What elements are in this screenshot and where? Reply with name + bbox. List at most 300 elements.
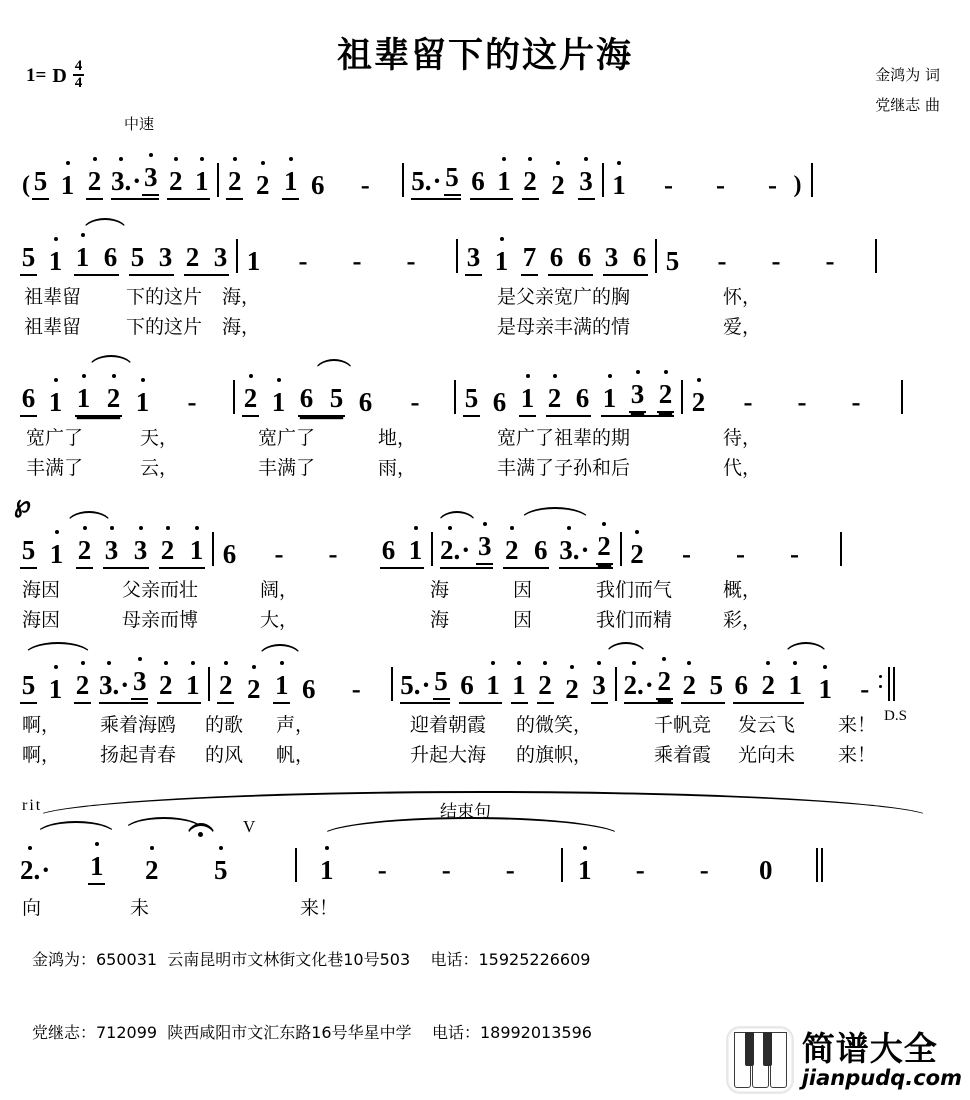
beam-group xyxy=(465,242,482,276)
beam-group xyxy=(591,670,608,704)
logo-text-cn: 简谱大全 xyxy=(801,1028,938,1068)
duration-dash: - xyxy=(768,170,778,200)
time-signature-numerator: 4 xyxy=(74,58,83,74)
lyric-segment: 的歌 xyxy=(205,714,244,736)
beam-group xyxy=(75,383,122,417)
beam-group xyxy=(86,166,103,200)
beam-group xyxy=(159,535,205,569)
beam-group xyxy=(99,666,148,704)
note: 2 xyxy=(160,535,175,565)
beam-group xyxy=(76,535,93,569)
note-row xyxy=(0,365,970,417)
note: 2 xyxy=(538,670,552,700)
lyric-segment: 海因 xyxy=(22,579,61,601)
duration-dash: - xyxy=(716,170,726,200)
beam-group xyxy=(74,242,119,276)
beam-group xyxy=(503,535,549,569)
beam-group xyxy=(559,531,612,569)
lyric-segment: 父亲而壮 xyxy=(122,579,199,601)
note: 6 xyxy=(103,242,118,272)
duration-dash: - xyxy=(187,387,197,417)
lyric-segment: 啊， xyxy=(22,714,61,736)
lyric-segment: 因 xyxy=(513,579,533,601)
note: 1 xyxy=(520,383,535,413)
duration-dash: - xyxy=(736,539,746,569)
lyric-segment: 代， xyxy=(723,457,762,479)
note: 5 xyxy=(21,242,36,272)
barline xyxy=(561,848,563,882)
note: 2 xyxy=(243,383,258,413)
beam-group xyxy=(548,242,593,276)
note: 2. · xyxy=(440,535,470,565)
beam-group xyxy=(459,670,502,704)
lyric-segment: 彩， xyxy=(723,609,762,631)
lyric-segment: 是母亲丰满的情 xyxy=(497,316,631,338)
lyric-segment: 海， xyxy=(222,316,261,338)
note: 2 xyxy=(630,539,644,569)
note: 1 xyxy=(195,166,209,196)
note: 5 xyxy=(329,383,344,413)
lyric-segment: 的微笑， xyxy=(516,714,593,736)
lyric-segment: 是父亲宽广的胸 xyxy=(497,286,631,308)
note: 2 xyxy=(145,855,159,885)
note: 6 xyxy=(460,670,474,700)
lyric-segment: 云， xyxy=(140,457,179,479)
beam-group xyxy=(103,535,149,569)
lyric-segment: 母亲而博 xyxy=(122,609,199,631)
note-row xyxy=(0,224,970,276)
note: 5. · xyxy=(411,166,441,196)
beam-group xyxy=(463,383,480,417)
lyric-segment: 天， xyxy=(140,427,179,449)
note: 2 xyxy=(247,674,261,704)
barline xyxy=(212,532,214,566)
note: 6 xyxy=(358,387,373,417)
note: 2 xyxy=(505,535,519,565)
duration-dash: - xyxy=(351,674,361,704)
phrase-arc xyxy=(32,791,934,819)
lyric-segment: 下的这片 xyxy=(126,316,203,338)
note-row xyxy=(0,652,970,704)
barline xyxy=(233,380,235,414)
lyricist-credit: 金鸿为 词 xyxy=(875,66,940,84)
note: 2. · xyxy=(624,670,654,700)
slur xyxy=(437,511,477,525)
lyric-segment: 未 xyxy=(130,897,150,919)
beam-group xyxy=(167,166,210,200)
note: 2 xyxy=(547,383,562,413)
note: 3 xyxy=(592,670,606,700)
note: 1 xyxy=(271,387,286,417)
duration-dash: - xyxy=(771,246,781,276)
note: 1 xyxy=(246,246,261,276)
note: 1 xyxy=(48,674,63,704)
note: 6 xyxy=(222,539,237,569)
tempo-marking: 中速 xyxy=(124,115,155,133)
logo-text xyxy=(801,1028,962,1090)
note: 6 xyxy=(21,383,36,413)
note: 5 xyxy=(21,670,36,700)
duration-dash: - xyxy=(797,387,807,417)
lyric-segment: 啊， xyxy=(22,744,61,766)
beam-group xyxy=(624,666,673,704)
lyric-segment: 祖辈留 xyxy=(24,286,82,308)
duration-dash: - xyxy=(505,855,515,885)
duration-dash: - xyxy=(635,855,645,885)
note: 3 xyxy=(104,535,119,565)
lyric-segment: 来！ xyxy=(838,714,877,736)
note: 3 xyxy=(158,242,173,272)
slur xyxy=(520,507,590,521)
piano-keys-icon xyxy=(726,1026,794,1094)
beam-group xyxy=(470,166,513,200)
note: 5 xyxy=(130,242,145,272)
note: 2 xyxy=(77,535,92,565)
barline xyxy=(655,239,657,273)
lyric-segment: 帆， xyxy=(276,744,315,766)
note: 6 xyxy=(299,383,314,413)
note: 2 xyxy=(228,166,242,196)
note: 2 xyxy=(256,170,270,200)
lyrics-verse-2 xyxy=(0,312,970,342)
lyric-segment: 扬起青春 xyxy=(100,744,177,766)
barline xyxy=(217,163,219,197)
logo-text-en: jianpudq.com xyxy=(801,1065,962,1090)
contact-line-lyricist: 金鸿为：650031 云南昆明市文林街文化巷10号503 电话：15925226609 xyxy=(32,950,591,969)
music-line-1 xyxy=(0,148,970,200)
note: 5 xyxy=(433,666,450,700)
lyric-segment: 我们而精 xyxy=(596,609,673,631)
lyrics-verse-2 xyxy=(0,453,970,483)
duration-dash: - xyxy=(328,539,338,569)
beam-group xyxy=(519,383,536,417)
music-line-3 xyxy=(0,365,970,483)
slur xyxy=(314,359,354,373)
lyrics-verse-1 xyxy=(0,575,970,605)
lyric-segment: 发云飞 xyxy=(738,714,796,736)
barline xyxy=(431,532,433,566)
lyric-segment: 宽广了 xyxy=(26,427,84,449)
beam-group xyxy=(511,670,528,704)
credits xyxy=(875,60,940,120)
duration-dash: - xyxy=(790,539,800,569)
note: 6 xyxy=(577,242,592,272)
note: 3 xyxy=(213,242,228,272)
lyric-segment: 海 xyxy=(430,579,450,601)
note-row xyxy=(0,517,970,569)
note: 2 xyxy=(169,166,183,196)
lyric-segment: 怀， xyxy=(723,286,762,308)
beam-group xyxy=(411,162,460,200)
duration-dash: - xyxy=(825,246,835,276)
barline xyxy=(620,532,622,566)
beam-group xyxy=(129,242,174,276)
note: 6 xyxy=(302,674,316,704)
lyric-segment: 的旗帜， xyxy=(516,744,593,766)
barline xyxy=(208,667,210,701)
note: 2 xyxy=(682,670,697,700)
note: 2 xyxy=(656,666,673,700)
duration-dash: - xyxy=(274,539,284,569)
barline xyxy=(875,239,877,273)
slur xyxy=(88,355,134,369)
note: 1 xyxy=(497,166,511,196)
beam-group xyxy=(111,162,159,200)
note: 6 xyxy=(575,383,590,413)
beam-group xyxy=(20,535,37,569)
note: 3 xyxy=(476,531,493,565)
note: 2 xyxy=(106,383,121,413)
note: 5 xyxy=(33,166,48,196)
beam-group xyxy=(400,666,449,704)
note: 7 xyxy=(522,242,537,272)
music-line-6 xyxy=(0,793,970,923)
note: 3 xyxy=(142,162,159,196)
beam-group xyxy=(20,383,37,417)
duration-dash: - xyxy=(860,674,870,704)
note: 6 xyxy=(632,242,647,272)
note: 5 xyxy=(214,855,228,885)
note: 5. · xyxy=(400,670,430,700)
beam-group xyxy=(242,383,259,417)
lyric-segment: 下的这片 xyxy=(126,286,203,308)
beam-group xyxy=(681,670,725,704)
note: 2 xyxy=(159,670,173,700)
ending-phrase-label: 结束句 xyxy=(440,802,491,822)
note: 3 xyxy=(604,242,619,272)
note: 2 xyxy=(219,670,233,700)
lyric-segment: 雨， xyxy=(378,457,417,479)
note: 1 xyxy=(486,670,500,700)
note: 0 xyxy=(759,855,773,885)
note-row xyxy=(0,833,970,885)
note: 1 xyxy=(76,383,91,413)
barline xyxy=(811,163,813,197)
note: 1 xyxy=(186,670,200,700)
slur xyxy=(82,218,128,232)
lyric-segment: 因 xyxy=(513,609,533,631)
beam-group xyxy=(578,166,595,200)
duration-dash: - xyxy=(360,170,370,200)
note: 1 xyxy=(75,242,90,272)
note: 6 xyxy=(734,670,749,700)
duration-dash: - xyxy=(298,246,308,276)
duration-dash: - xyxy=(851,387,861,417)
note: 1 xyxy=(48,387,63,417)
note: 1 xyxy=(90,851,104,881)
note: 6 xyxy=(381,535,396,565)
lyrics-verse-2 xyxy=(0,740,970,770)
final-barline xyxy=(816,848,818,882)
lyric-segment: 概， xyxy=(723,579,762,601)
segno-sign: ℘ xyxy=(14,489,31,518)
note-row xyxy=(0,148,970,200)
duration-dash: - xyxy=(717,246,727,276)
lyric-segment: 丰满了子孙和后 xyxy=(497,457,631,479)
music-line-2 xyxy=(0,224,970,342)
barline xyxy=(681,380,683,414)
note: 3. · xyxy=(99,670,129,700)
open-paren: ( xyxy=(22,172,30,198)
note: 2 xyxy=(657,379,674,413)
lyrics-verse-1 xyxy=(0,282,970,312)
slur xyxy=(258,644,302,658)
lyric-segment: 祖辈留 xyxy=(24,316,82,338)
note: 1 xyxy=(60,170,75,200)
note: 5 xyxy=(21,535,36,565)
lyric-segment: 乘着海鸥 xyxy=(100,714,177,736)
slur xyxy=(784,642,828,656)
note: 6 xyxy=(471,166,485,196)
note: 1 xyxy=(612,170,626,200)
note: 1 xyxy=(320,855,334,885)
barline xyxy=(391,667,393,701)
slur xyxy=(605,642,647,656)
lyric-segment: 来！ xyxy=(838,744,877,766)
note: 2. · xyxy=(20,855,50,885)
contact-line-composer: 党继志：712099 陕西咸阳市文汇东路16号华星中学 电话：18992013596 xyxy=(32,1023,592,1042)
lyric-segment: 向 xyxy=(22,897,42,919)
note: 2 xyxy=(523,166,537,196)
time-signature xyxy=(73,59,85,91)
lyric-segment: 待， xyxy=(723,427,762,449)
note: 3. · xyxy=(111,166,141,196)
close-paren: ) xyxy=(793,172,802,198)
lyric-segment: 阔， xyxy=(260,579,299,601)
lyrics-verse-1 xyxy=(0,893,970,923)
lyrics-verse-1 xyxy=(0,710,970,740)
lyric-segment: 海因 xyxy=(22,609,61,631)
beam-group xyxy=(522,166,539,200)
note: 1 xyxy=(408,535,423,565)
lyric-segment: 声， xyxy=(276,714,315,736)
key-value: D xyxy=(52,64,67,87)
note: 2 xyxy=(185,242,200,272)
duration-dash: - xyxy=(352,246,362,276)
beam-group xyxy=(217,670,234,704)
beam-group xyxy=(184,242,229,276)
duration-dash: - xyxy=(682,539,692,569)
lyric-segment: 乘着霞 xyxy=(654,744,712,766)
note: 3 xyxy=(131,666,148,700)
barline xyxy=(295,848,297,882)
barline xyxy=(840,532,842,566)
rit-marking: rit xyxy=(22,797,43,814)
note: 2 xyxy=(551,170,565,200)
key-signature xyxy=(26,60,84,92)
note: 3 xyxy=(629,379,646,413)
duration-dash: - xyxy=(664,170,674,200)
note: 6 xyxy=(492,387,507,417)
lyrics-verse-1 xyxy=(0,423,970,453)
note: 2 xyxy=(596,531,613,565)
duration-dash: - xyxy=(743,387,753,417)
beam-group xyxy=(273,670,290,704)
music-line-4 xyxy=(0,489,970,635)
note: 3. · xyxy=(559,535,589,565)
note: 1 xyxy=(602,383,617,413)
beam-group xyxy=(603,242,648,276)
ds-marking: D.S xyxy=(884,708,907,724)
duration-dash: - xyxy=(410,387,420,417)
beam-group xyxy=(733,670,804,704)
note: 1 xyxy=(788,670,803,700)
breath-mark: V xyxy=(243,817,256,836)
note: 1 xyxy=(48,246,63,276)
note: 2 xyxy=(761,670,776,700)
beam-group xyxy=(88,851,105,885)
note: 3 xyxy=(466,242,481,272)
duration-dash: - xyxy=(441,855,451,885)
barline xyxy=(456,239,458,273)
music-line-5 xyxy=(0,652,970,770)
lyric-segment: 我们而气 xyxy=(596,579,673,601)
barline xyxy=(236,239,238,273)
note: 5 xyxy=(665,246,680,276)
lyric-segment: 地， xyxy=(378,427,417,449)
barline xyxy=(454,380,456,414)
barline xyxy=(602,163,604,197)
lyric-segment: 光向未 xyxy=(738,744,796,766)
duration-dash: - xyxy=(377,855,387,885)
beam-group xyxy=(440,531,493,569)
lyric-segment: 海 xyxy=(430,609,450,631)
note: 1 xyxy=(578,855,592,885)
lyrics-verse-2 xyxy=(0,605,970,635)
key-label: 1= xyxy=(26,65,47,86)
beam-group xyxy=(601,379,674,417)
note: 5 xyxy=(464,383,479,413)
note: 2 xyxy=(87,166,102,196)
lyric-segment: 宽广了祖辈的期 xyxy=(497,427,631,449)
note: 1 xyxy=(49,539,64,569)
duration-dash: - xyxy=(699,855,709,885)
note: 1 xyxy=(135,387,150,417)
page-title: 祖辈留下的这片海 xyxy=(336,36,633,76)
lyric-segment: 千帆竞 xyxy=(654,714,712,736)
beam-group xyxy=(74,670,91,704)
barline xyxy=(402,163,404,197)
lyric-segment: 来！ xyxy=(300,897,339,919)
lyric-segment: 迎着朝霞 xyxy=(410,714,487,736)
slur xyxy=(66,511,112,525)
note: 5 xyxy=(444,162,461,196)
site-logo[interactable] xyxy=(726,1026,962,1094)
lyric-segment: 海， xyxy=(222,286,261,308)
beam-group xyxy=(157,670,201,704)
note: 1 xyxy=(494,246,509,276)
barline xyxy=(615,667,617,701)
lyric-segment: 宽广了 xyxy=(258,427,316,449)
note: 6 xyxy=(311,170,325,200)
note: 1 xyxy=(512,670,526,700)
composer-credit: 党继志 曲 xyxy=(875,96,940,114)
lyric-segment: 丰满了 xyxy=(258,457,316,479)
repeat-barline xyxy=(888,667,890,701)
note: 1 xyxy=(284,166,298,196)
note: 3 xyxy=(133,535,148,565)
beam-group xyxy=(546,383,591,417)
time-signature-denominator: 4 xyxy=(74,75,83,91)
lyric-segment: 大， xyxy=(260,609,299,631)
note: 6 xyxy=(534,535,548,565)
note: 2 xyxy=(75,670,90,700)
beam-group xyxy=(537,670,554,704)
note: 1 xyxy=(275,670,289,700)
lyric-segment: 的风 xyxy=(205,744,244,766)
note: 1 xyxy=(818,674,833,704)
note: 1 xyxy=(189,535,204,565)
